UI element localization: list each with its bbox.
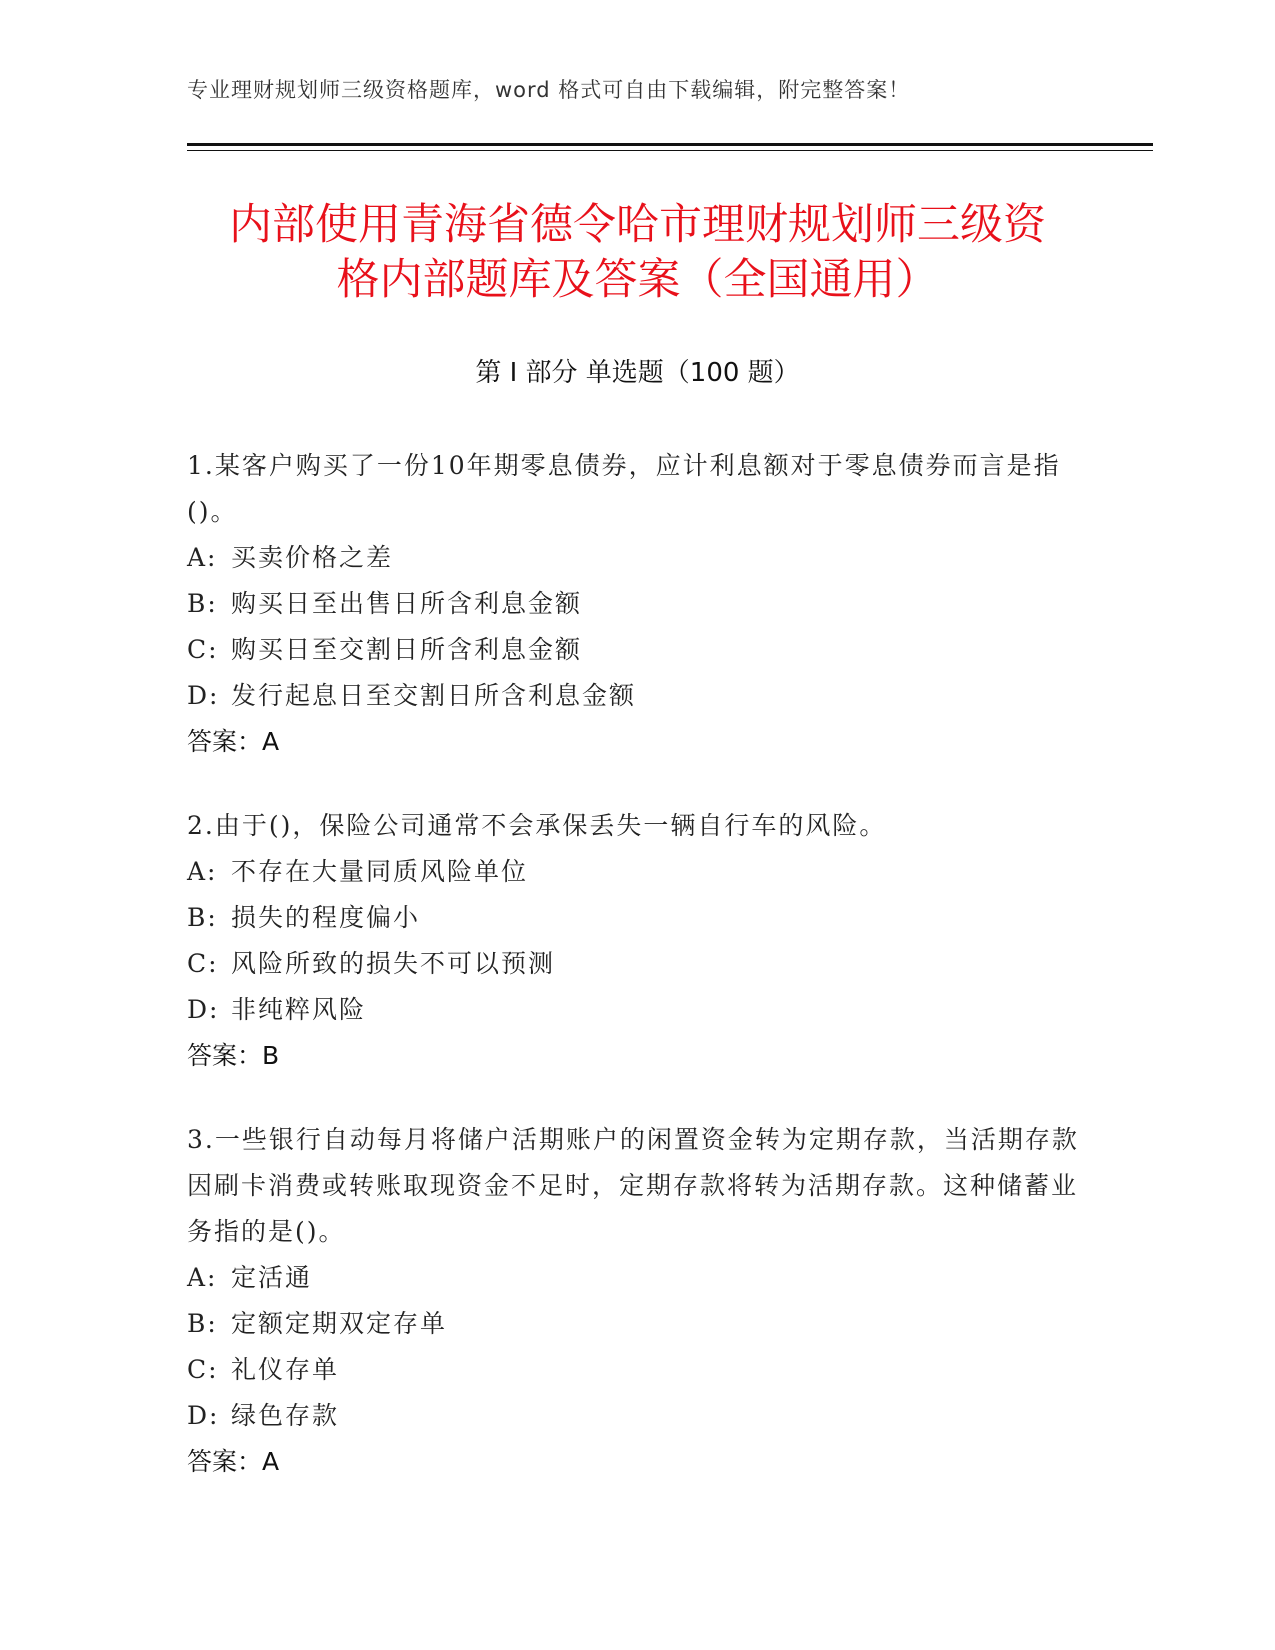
option-key: C: bbox=[187, 635, 219, 664]
option-key: A: bbox=[187, 1263, 218, 1292]
question-stem: 1.某客户购买了一份10年期零息债券，应计利息额对于零息债券而言是指()。 bbox=[187, 451, 1061, 526]
option-key: B: bbox=[187, 589, 218, 618]
document-title bbox=[180, 198, 1095, 308]
answer-label: 答案：A bbox=[187, 1447, 280, 1476]
option-text: 风险所致的损失不可以预测 bbox=[231, 949, 556, 978]
option-c bbox=[187, 627, 1087, 673]
option-key: A: bbox=[187, 857, 218, 886]
option-b bbox=[187, 1301, 1087, 1347]
option-key: C: bbox=[187, 1355, 219, 1384]
header-divider-thin bbox=[187, 150, 1153, 151]
option-text: 购买日至出售日所含利息金额 bbox=[231, 589, 583, 618]
question-item bbox=[187, 803, 1087, 1079]
option-key: D: bbox=[187, 995, 220, 1024]
option-d bbox=[187, 987, 1087, 1033]
option-text: 发行起息日至交割日所含利息金额 bbox=[231, 681, 637, 710]
option-c bbox=[187, 1347, 1087, 1393]
option-text: 购买日至交割日所含利息金额 bbox=[231, 635, 583, 664]
question-stem: 3.一些银行自动每月将储户活期账户的闲置资金转为定期存款，当活期存款因刷卡消费或转账取现资金不足时，定期存款将转为活期存款。这种储蓄业务指的是()。 bbox=[187, 1125, 1079, 1246]
question-item bbox=[187, 1117, 1087, 1485]
question-list bbox=[187, 443, 1087, 1523]
option-key: D: bbox=[187, 681, 220, 710]
option-a bbox=[187, 535, 1087, 581]
option-b bbox=[187, 581, 1087, 627]
option-c bbox=[187, 941, 1087, 987]
option-key: B: bbox=[187, 1309, 218, 1338]
option-key: C: bbox=[187, 949, 219, 978]
option-key: B: bbox=[187, 903, 218, 932]
option-text: 不存在大量同质风险单位 bbox=[231, 857, 529, 886]
option-key: A: bbox=[187, 543, 218, 572]
option-a bbox=[187, 849, 1087, 895]
option-d bbox=[187, 673, 1087, 719]
document-title-line-1: 内部使用青海省德令哈市理财规划师三级资 bbox=[229, 200, 1046, 250]
option-text: 非纯粹风险 bbox=[231, 995, 367, 1024]
option-text: 绿色存款 bbox=[231, 1401, 340, 1430]
option-text: 礼仪存单 bbox=[231, 1355, 340, 1384]
option-text: 定活通 bbox=[231, 1263, 313, 1292]
option-text: 损失的程度偏小 bbox=[231, 903, 421, 932]
answer-label: 答案：A bbox=[187, 727, 280, 756]
option-key: D: bbox=[187, 1401, 220, 1430]
option-text: 买卖价格之差 bbox=[231, 543, 394, 572]
section-title: 第 I 部分 单选题（100 题） bbox=[475, 358, 800, 388]
question-stem: 2.由于()，保险公司通常不会承保丢失一辆自行车的风险。 bbox=[187, 811, 887, 840]
answer-label: 答案：B bbox=[187, 1041, 280, 1070]
option-d bbox=[187, 1393, 1087, 1439]
option-a bbox=[187, 1255, 1087, 1301]
option-b bbox=[187, 895, 1087, 941]
header-divider-thick bbox=[187, 143, 1153, 146]
document-title-line-2: 格内部题库及答案（全国通用） bbox=[336, 255, 939, 305]
option-text: 定额定期双定存单 bbox=[231, 1309, 448, 1338]
question-item bbox=[187, 443, 1087, 765]
header-note: 专业理财规划师三级资格题库，word 格式可自由下载编辑，附完整答案！ bbox=[187, 78, 911, 102]
